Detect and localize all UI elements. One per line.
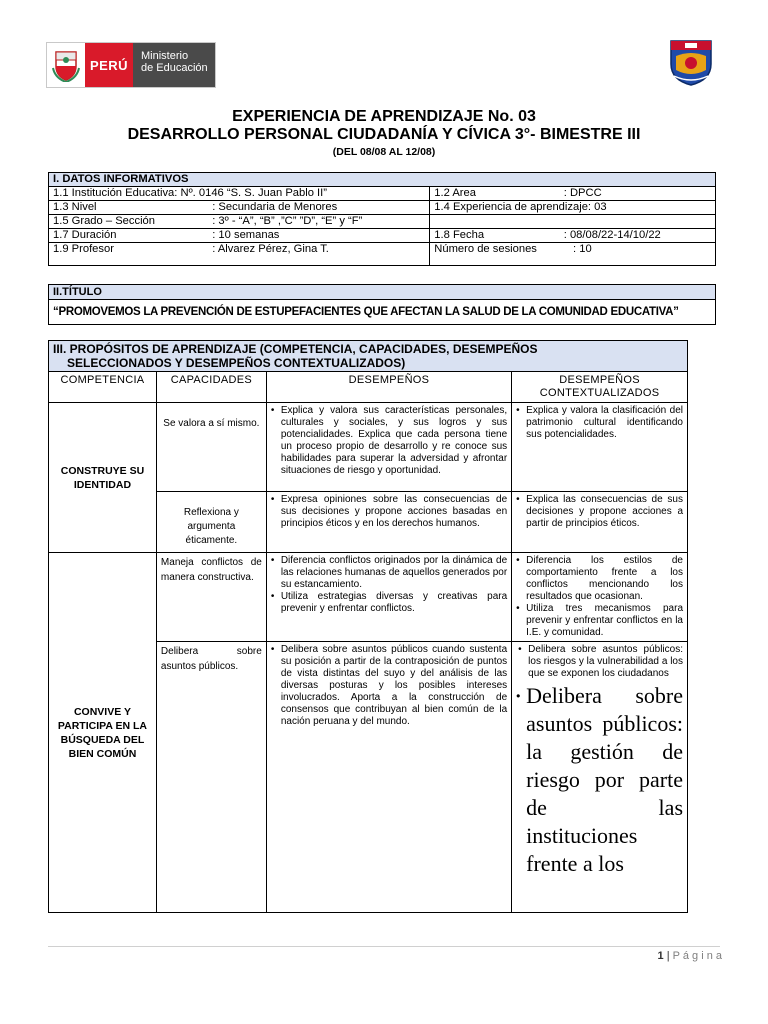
col-header-desempenos: DESEMPEÑOS bbox=[266, 372, 511, 403]
datos-row-3-value: : 3º - “A”, “B” ,”C” ”D”, “E” y “F” bbox=[208, 215, 430, 229]
contextualizado-2-text: Explica las consecuencias de sus decisiones y propone acciones a partir de principios éticos. bbox=[526, 494, 683, 529]
datos-row-1-right-label: 1.2 Area bbox=[430, 187, 560, 201]
desempeno-3a-text: Diferencia conflictos originados por la dinámica de las relaciones humanas de aquellos generados por su estancamiento. bbox=[280, 555, 508, 590]
contextualizado-4: • Delibera sobre asuntos públicos: los riesgos y la vulnerabilidad a los que se exponen los ciudadanos • Delibera sobre asuntos públicos: la gestión de riesgo por parte de las instituciones frente a los bbox=[512, 642, 688, 913]
document-subtitle: DESARROLLO PERSONAL CIUDADANÍA Y CÍVICA 3°- BIMESTRE III bbox=[127, 126, 641, 143]
logo-ministry-line2: de Educación bbox=[141, 62, 208, 74]
datos-row-2-value: : Secundaria de Menores bbox=[208, 201, 430, 215]
contextualizado-3b-text: Utiliza tres mecanismos para prevenir y enfrentar conflictos en la I.E. y comunidad. bbox=[526, 603, 683, 638]
col-header-capacidades: CAPACIDADES bbox=[156, 372, 266, 403]
desempeno-3b-text: Utiliza estrategias diversas y creativas para prevenir y enfrentar conflictos. bbox=[280, 591, 508, 614]
propositos-table bbox=[48, 340, 688, 913]
desempeno-4-text: Delibera sobre asuntos públicos cuando sustenta su posición a partir de la contraposición de puntos de vista distintas del suyo y del análisis de las diversas posturas y los posibles intereses involucrados. Aporta a la construcción de consensos que contribuyan al bien común de la nación peruana y del mundo. bbox=[280, 644, 508, 727]
datos-row-4-right-value: : 08/08/22-14/10/22 bbox=[560, 229, 716, 243]
titulo-text: “PROMOVEMOS LA PREVENCIÓN DE ESTUPEFACIENTES QUE AFECTAN LA SALUD DE LA COMUNIDAD EDUCATIVA” bbox=[49, 300, 716, 325]
propositos-heading-line1: III. PROPÓSITOS DE APRENDIZAJE (COMPETENCIA, CAPACIDADES, DESEMPEÑOS bbox=[53, 342, 538, 356]
propositos-heading-line2: SELECCIONADOS Y DESEMPEÑOS CONTEXTUALIZADOS) bbox=[67, 356, 406, 370]
school-emblem-icon bbox=[668, 38, 714, 86]
titulo-heading: II.TÍTULO bbox=[49, 285, 716, 300]
desempeno-3: • Diferencia conflictos originados por la dinámica de las relaciones humanas de aquellos generados por su estancamiento. • Utiliza estrategias diversas y creativas para prevenir y enfrentar conflictos. bbox=[266, 553, 511, 642]
logo-ministry-line1: Ministerio bbox=[141, 50, 189, 62]
titulo-table bbox=[48, 284, 716, 325]
contextualizado-4b-text: Delibera sobre asuntos públicos: la gestión de riesgo por parte de las instituciones frente a los bbox=[526, 683, 683, 876]
datos-row-2-label: 1.3 Nivel bbox=[49, 201, 209, 215]
col-header-contextualizados: DESEMPEÑOS CONTEXTUALIZADOS bbox=[512, 372, 688, 403]
capacidad-maneja-conflictos: Maneja conflictos de manera constructiva. bbox=[156, 553, 266, 642]
competencia-convive-participa: CONVIVE Y PARTICIPA EN LA BÚSQUEDA DEL BIEN COMÚN bbox=[49, 553, 157, 913]
contextualizado-3: • Diferencia los estilos de comportamiento frente a los conflictos mencionando los resultados que ocasionan. • Utiliza tres mecanismos para prevenir y enfrentar conflictos en la I.E. y comunidad. bbox=[512, 553, 688, 642]
page-footer bbox=[560, 950, 722, 962]
document-dates: (DEL 08/08 AL 12/08) bbox=[332, 146, 436, 158]
page-number: 1 bbox=[657, 950, 664, 962]
desempeno-2-text: Expresa opiniones sobre las consecuencias de sus decisiones y propone acciones basadas en principios éticos y en los derechos humanos. bbox=[280, 494, 508, 529]
desempeno-1-text: Explica y valora sus características personales, culturales y sociales, y sus logros y sus potencialidades. Explica que cada persona tiene un proceso propio de desarrollo y re conoce sus habilidades para superar la adversidad y afrontar situaciones de riesgo y oportunidad. bbox=[280, 405, 508, 476]
datos-row-5-value: : Alvarez Pérez, Gina T. bbox=[208, 243, 430, 266]
contextualizado-1: • Explica y valora la clasificación del patrimonio cultural identificando sus potencialidades. bbox=[512, 403, 688, 492]
datos-row-4-label: 1.7 Duración bbox=[49, 229, 209, 243]
desempeno-2: • Expresa opiniones sobre las consecuencias de sus decisiones y propone acciones basadas en principios éticos y en los derechos humanos. bbox=[266, 492, 511, 553]
contextualizado-3a-text: Diferencia los estilos de comportamiento frente a los conflictos mencionando los resultados que ocasionan. bbox=[526, 555, 683, 602]
desempeno-4: • Delibera sobre asuntos públicos cuando sustenta su posición a partir de la contraposición de puntos de vista distintas del suyo y del análisis de las diversas posturas y los posibles intereses involucrados. Aporta a la construcción de consensos que contribuyan al bien común de la nación peruana y del mundo. bbox=[266, 642, 511, 913]
datos-row-5-label: 1.9 Profesor bbox=[49, 243, 209, 266]
col-header-competencia: COMPETENCIA bbox=[49, 372, 157, 403]
datos-row-1-right-value: : DPCC bbox=[560, 187, 716, 201]
footer-divider bbox=[48, 946, 720, 947]
datos-row-5-right-label: Número de sesiones bbox=[430, 243, 560, 266]
datos-informativos-table bbox=[48, 172, 716, 266]
datos-row-4-value: : 10 semanas bbox=[208, 229, 430, 243]
capacidad-reflexiona: Reflexiona y argumenta éticamente. bbox=[156, 492, 266, 553]
desempeno-1: • Explica y valora sus características personales, culturales y sociales, y sus logros y sus potencialidades. Explica que cada persona tiene un proceso propio de desarrollo y re conoce sus habilidades para superar la adversidad y afrontar situaciones de riesgo y oportunidad. bbox=[266, 403, 511, 492]
contextualizado-1-text: Explica y valora la clasificación del patrimonio cultural identificando sus potencialidades. bbox=[526, 405, 683, 440]
footer-separator: | bbox=[666, 950, 673, 962]
logo-ministry-label bbox=[133, 43, 215, 87]
coat-of-arms-icon bbox=[47, 43, 85, 87]
minedu-logo bbox=[46, 42, 216, 88]
competencia-construye-identidad: CONSTRUYE SU IDENTIDAD bbox=[49, 403, 157, 553]
page-word: P á g i n a bbox=[672, 950, 722, 962]
datos-row-2-right: 1.4 Experiencia de aprendizaje: 03 bbox=[430, 201, 716, 215]
logo-peru-label: PERÚ bbox=[85, 43, 133, 87]
datos-row-3-right bbox=[430, 215, 716, 229]
capacidad-delibera: Delibera sobre asuntos públicos. bbox=[156, 642, 266, 913]
datos-row-3-label: 1.5 Grado – Sección bbox=[49, 215, 209, 229]
datos-heading: I. DATOS INFORMATIVOS bbox=[49, 173, 716, 187]
datos-row-5-right-value: : 10 bbox=[560, 243, 716, 266]
datos-row-1-left: 1.1 Institución Educativa: Nº. 0146 “S. S. Juan Pablo II” bbox=[49, 187, 430, 201]
document-title: EXPERIENCIA DE APRENDIZAJE No. 03 bbox=[232, 108, 536, 125]
capacidad-se-valora: Se valora a sí mismo. bbox=[156, 403, 266, 492]
datos-row-4-right-label: 1.8 Fecha bbox=[430, 229, 560, 243]
propositos-heading bbox=[49, 341, 688, 372]
contextualizado-2: • Explica las consecuencias de sus decisiones y propone acciones a partir de principios éticos. bbox=[512, 492, 688, 553]
contextualizado-4a-text: Delibera sobre asuntos públicos: los riesgos y la vulnerabilidad a los que se exponen los ciudadanos bbox=[528, 644, 683, 679]
